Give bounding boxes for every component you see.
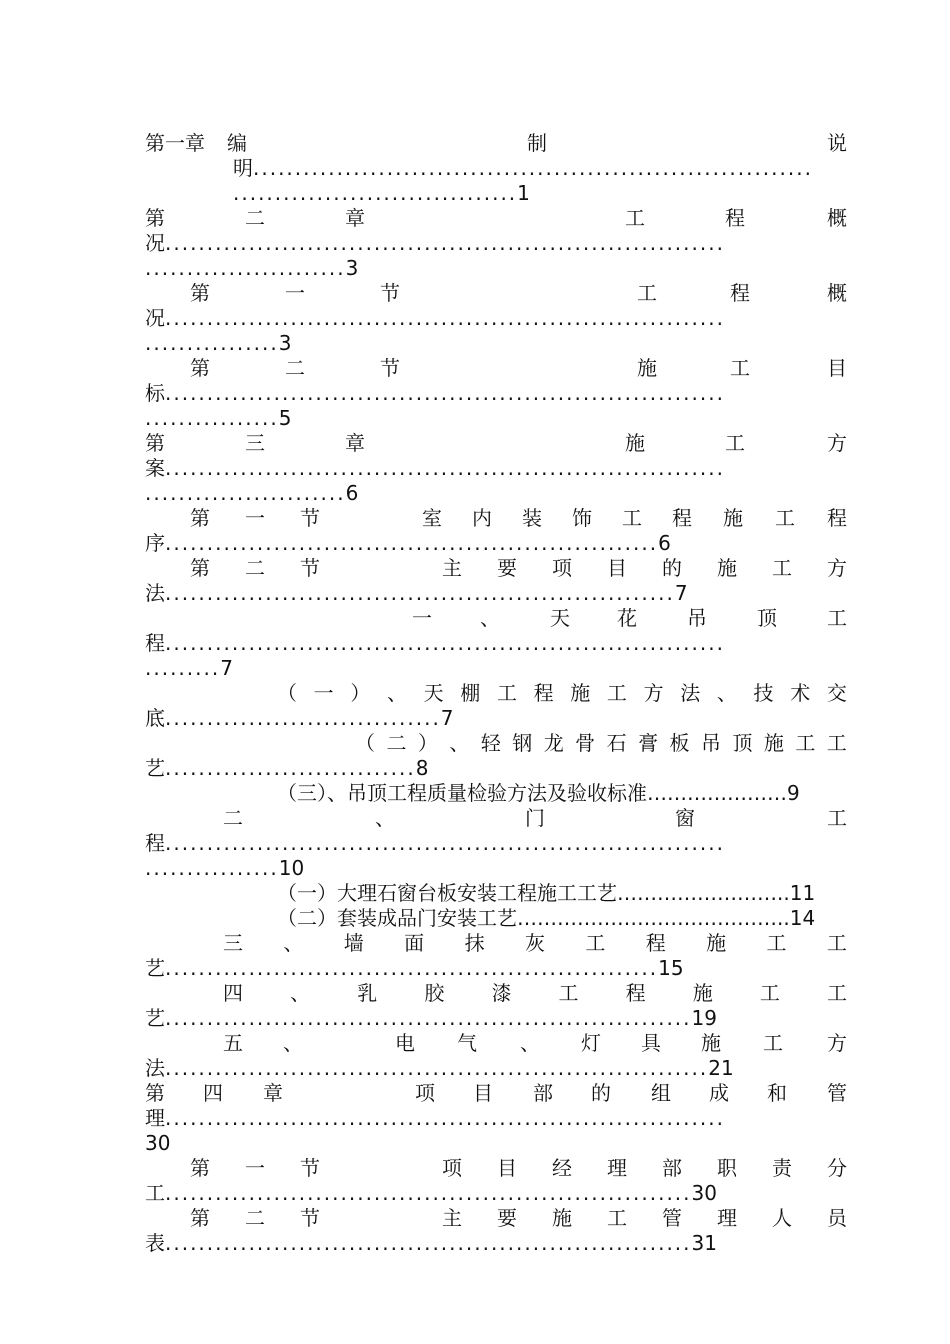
toc-word: 理 [607, 1156, 627, 1180]
toc-word: 节 [380, 281, 400, 305]
toc-word: 节 [300, 506, 320, 530]
toc-page-number: 9 [787, 781, 800, 805]
toc-word: 施 [723, 506, 743, 530]
toc-word: 天 [423, 681, 444, 705]
toc-page-number: 11 [789, 881, 816, 905]
toc-word: 程 [725, 206, 745, 230]
toc-word: 节 [300, 556, 320, 580]
toc-word: 部 [662, 1156, 682, 1180]
toc-leader-dots: ................................................................... [253, 156, 813, 180]
toc-word: 程 [625, 981, 646, 1005]
toc-word: 第一章 [145, 131, 205, 155]
toc-word: 法 [145, 581, 165, 605]
toc-word: 第 [190, 1206, 210, 1230]
toc-word: 三 [245, 431, 265, 455]
toc-word: 术 [790, 681, 811, 705]
toc-continuation-line [145, 1056, 734, 1080]
toc-continuation-line [145, 531, 671, 555]
toc-page-number: 6 [345, 481, 359, 505]
toc-word: 骨 [575, 731, 596, 755]
toc-word: 内 [472, 506, 492, 530]
toc-heading-line [145, 356, 847, 380]
toc-word: 、 [283, 931, 304, 955]
toc-title: （二）套装成品门安装工艺 [277, 906, 517, 930]
toc-heading-line [145, 606, 847, 630]
toc-word: 工 [772, 556, 792, 580]
toc-leader-dots: ................................................................... [165, 456, 725, 480]
toc-word: 施 [692, 981, 713, 1005]
toc-word: （ [355, 731, 375, 755]
toc-word: 施 [625, 431, 645, 455]
toc-word: 况 [145, 306, 165, 330]
toc-word: 章 [345, 206, 365, 230]
toc-word: 工 [607, 1206, 627, 1230]
toc-word: 乳 [357, 981, 378, 1005]
toc-word: （ [277, 681, 297, 705]
toc-word: 吊 [687, 606, 707, 630]
toc-word: 技 [753, 681, 774, 705]
toc-word: 艺 [145, 956, 165, 980]
toc-word: 的 [591, 1081, 611, 1105]
toc-word: 程 [730, 281, 750, 305]
toc-word: 部 [533, 1081, 553, 1105]
toc-word: 、 [449, 731, 470, 755]
toc-word: 章 [263, 1081, 283, 1105]
toc-word: 第 [190, 356, 210, 380]
toc-word: 的 [662, 556, 682, 580]
toc-leader-dots: ........................................................... [165, 956, 659, 980]
toc-leader-dots: ………………… [647, 781, 787, 805]
toc-word: 、 [283, 1031, 303, 1055]
toc-word: 第 [145, 1081, 165, 1105]
toc-word: 二 [223, 806, 243, 830]
toc-title: （一）大理石窗台板安装工程施工工艺 [277, 881, 617, 905]
toc-heading-line [145, 281, 847, 305]
toc-page-number: 14 [789, 906, 816, 930]
toc-heading-line [277, 681, 847, 705]
toc-word: 二 [245, 1206, 265, 1230]
toc-word: 工 [826, 931, 847, 955]
toc-page-number: 19 [691, 1006, 717, 1030]
toc-heading-line [145, 431, 847, 455]
toc-word: 概 [827, 281, 847, 305]
toc-word: 门 [525, 806, 545, 830]
toc-word: 顶 [757, 606, 777, 630]
toc-word: 施 [701, 1031, 721, 1055]
toc-word: 要 [497, 556, 517, 580]
toc-page-number: 30 [145, 1131, 171, 1155]
toc-word: 电 [395, 1031, 415, 1055]
toc-continuation-line [145, 306, 847, 330]
toc-page-line [145, 656, 233, 680]
toc-leader-dots: …………………….. [617, 881, 790, 905]
toc-word: ） [417, 731, 438, 755]
toc-word: 工 [637, 281, 657, 305]
toc-leader-dots: ........................................................... [165, 531, 659, 555]
toc-word: 管 [827, 1081, 847, 1105]
toc-word: 施 [552, 1206, 572, 1230]
toc-word: 经 [552, 1156, 572, 1180]
toc-continuation-line [145, 581, 688, 605]
toc-word: 目 [473, 1081, 493, 1105]
toc-word: 制 [527, 131, 547, 155]
toc-word: 项 [442, 1156, 462, 1180]
toc-word: 编 [227, 131, 247, 155]
toc-heading-line [223, 931, 847, 955]
toc-continuation-line [145, 756, 428, 780]
toc-continuation-line [145, 381, 847, 405]
toc-word: 第 [190, 556, 210, 580]
toc-word: 程 [827, 506, 847, 530]
toc-word: 、 [290, 981, 311, 1005]
toc-word: 天 [550, 606, 570, 630]
toc-page-number: 7 [220, 656, 233, 680]
toc-entry-line [277, 881, 815, 905]
toc-heading-line [145, 506, 847, 530]
toc-leader-dots: ................................................................... [165, 306, 725, 330]
toc-word: 项 [552, 556, 572, 580]
toc-word: 管 [662, 1206, 682, 1230]
toc-word: 第 [190, 1156, 210, 1180]
toc-word: 目 [607, 556, 627, 580]
toc-word: 概 [827, 206, 847, 230]
toc-word: 程 [533, 681, 554, 705]
toc-heading-line [145, 1156, 847, 1180]
toc-word: 二 [245, 556, 265, 580]
toc-word: 要 [497, 1206, 517, 1230]
toc-word: 钢 [512, 731, 533, 755]
toc-heading-line [145, 1031, 847, 1055]
toc-word: 理 [145, 1106, 165, 1130]
toc-leader-dots: ............................................................... [165, 1231, 692, 1255]
toc-word: 窗 [675, 806, 695, 830]
toc-word: 、 [386, 681, 407, 705]
toc-word: 施 [717, 556, 737, 580]
toc-word: 一 [245, 1156, 265, 1180]
toc-leader-dots: ........................ [145, 481, 346, 505]
toc-continuation-line [145, 1231, 717, 1255]
toc-page-number: 10 [278, 856, 305, 880]
toc-word: 工 [145, 1181, 165, 1205]
toc-leader-dots: ................................................................. [165, 1056, 709, 1080]
toc-word: 说 [827, 131, 847, 155]
toc-word: 成 [709, 1081, 729, 1105]
toc-word: 饰 [572, 506, 592, 530]
toc-heading-line [145, 1206, 847, 1230]
toc-word: 、 [520, 1031, 540, 1055]
toc-word: 方 [827, 1031, 847, 1055]
toc-word: 节 [300, 1206, 320, 1230]
toc-word: 节 [380, 356, 400, 380]
toc-word: 、 [480, 606, 500, 630]
toc-word: 工 [766, 931, 787, 955]
toc-heading-line [145, 206, 847, 230]
toc-entry-line [277, 781, 800, 805]
toc-word: 工 [558, 981, 579, 1005]
toc-word: 项 [415, 1081, 435, 1105]
toc-word: 章 [345, 431, 365, 455]
toc-word: 组 [651, 1081, 671, 1105]
toc-leader-dots: ............................................................... [165, 1006, 692, 1030]
toc-continuation-line [145, 631, 847, 655]
toc-leader-dots: ................................................................... [165, 1106, 725, 1130]
toc-word: 法 [680, 681, 701, 705]
toc-word: 工 [759, 981, 780, 1005]
toc-word: 程 [145, 631, 165, 655]
toc-word: 职 [717, 1156, 737, 1180]
toc-word: 节 [300, 1156, 320, 1180]
toc-word: 工 [606, 681, 627, 705]
toc-page-line [145, 256, 358, 280]
toc-word: 标 [145, 381, 165, 405]
toc-word: 工 [730, 356, 750, 380]
toc-leader-dots: ................................................................... [165, 831, 725, 855]
toc-word: 棚 [460, 681, 481, 705]
toc-leader-dots: ................................................................... [165, 631, 725, 655]
toc-word: 方 [643, 681, 664, 705]
toc-page-line [145, 856, 304, 880]
toc-word: 气 [457, 1031, 477, 1055]
toc-page-number: 31 [691, 1231, 717, 1255]
toc-word: 一 [245, 506, 265, 530]
toc-page-number: 15 [658, 956, 684, 980]
toc-word: 工 [496, 681, 517, 705]
toc-word: 五 [223, 1031, 243, 1055]
toc-word: 吊 [700, 731, 721, 755]
toc-word: 具 [641, 1031, 661, 1055]
toc-word: 二 [285, 356, 305, 380]
toc-page-number: 8 [415, 756, 429, 780]
toc-word: 龙 [543, 731, 564, 755]
toc-word: 施 [706, 931, 727, 955]
toc-entry-line [277, 906, 815, 930]
toc-word: 二 [386, 731, 407, 755]
toc-leader-dots: ........................ [145, 256, 346, 280]
toc-word: 分 [827, 1156, 847, 1180]
toc-page-number: 5 [278, 406, 292, 430]
toc-word: 胶 [424, 981, 445, 1005]
toc-word: 艺 [145, 756, 165, 780]
toc-leader-dots: .................................. [233, 181, 518, 205]
toc-word: 工 [775, 506, 795, 530]
toc-leader-dots: ............................................................... [165, 1181, 692, 1205]
toc-leader-dots: ............................................................. [165, 581, 675, 605]
toc-continuation-line [145, 231, 847, 255]
toc-word: 方 [827, 431, 847, 455]
toc-page-number: 1 [517, 181, 530, 205]
toc-continuation-line [145, 456, 847, 480]
toc-word: 工 [827, 806, 847, 830]
toc-continuation-line [145, 1006, 717, 1030]
toc-heading-line [223, 981, 847, 1005]
toc-heading-line [145, 131, 847, 155]
toc-word: 底 [145, 706, 165, 730]
toc-word: 工 [622, 506, 642, 530]
toc-word: 工 [827, 606, 847, 630]
toc-word: 责 [772, 1156, 792, 1180]
toc-word: 工 [625, 206, 645, 230]
toc-page-number: 7 [440, 706, 454, 730]
toc-word: 理 [717, 1206, 737, 1230]
toc-word: 、 [716, 681, 737, 705]
toc-heading-line [145, 556, 847, 580]
toc-word: 员 [827, 1206, 847, 1230]
toc-word: 施 [763, 731, 784, 755]
toc-page-number: 7 [674, 581, 688, 605]
toc-word: 艺 [145, 1006, 165, 1030]
toc-word: 花 [617, 606, 637, 630]
toc-word: 施 [570, 681, 591, 705]
toc-word: 序 [145, 531, 165, 555]
toc-heading-line [145, 806, 847, 830]
toc-continuation-line [233, 156, 847, 180]
toc-title: （三）、吊顶工程质量检验方法及验收标准 [277, 781, 647, 805]
toc-word: 顶 [732, 731, 753, 755]
toc-word: 、 [375, 806, 395, 830]
toc-word: 膏 [638, 731, 659, 755]
toc-page-line [233, 181, 530, 205]
toc-word: 石 [606, 731, 627, 755]
toc-word: 灯 [581, 1031, 601, 1055]
toc-word: 一 [285, 281, 305, 305]
toc-word: 况 [145, 231, 165, 255]
toc-word: 交 [826, 681, 847, 705]
toc-page-line [145, 406, 291, 430]
toc-word: 漆 [491, 981, 512, 1005]
toc-word: 装 [522, 506, 542, 530]
toc-continuation-line [145, 706, 454, 730]
toc-word: 第 [145, 206, 165, 230]
toc-leader-dots: .............................. [165, 756, 416, 780]
toc-leader-dots: ................ [145, 406, 279, 430]
toc-word: 工 [725, 431, 745, 455]
toc-word: 程 [672, 506, 692, 530]
toc-word: 面 [404, 931, 425, 955]
toc-page-number: 30 [691, 1181, 717, 1205]
toc-leader-dots: ................................................................... [165, 231, 725, 255]
toc-word: 第 [190, 506, 210, 530]
toc-word: 和 [767, 1081, 787, 1105]
toc-word: 墙 [343, 931, 364, 955]
toc-word: 轻 [480, 731, 501, 755]
toc-word: 室 [422, 506, 442, 530]
toc-word: 明 [233, 156, 253, 180]
toc-leader-dots: ................ [145, 856, 279, 880]
toc-page-number: 6 [658, 531, 671, 555]
toc-heading-line [145, 1081, 847, 1105]
toc-word: 人 [772, 1206, 792, 1230]
toc-word: 第 [145, 431, 165, 455]
toc-word: 目 [497, 1156, 517, 1180]
toc-page-line [145, 481, 358, 505]
toc-word: 方 [827, 556, 847, 580]
toc-word: 表 [145, 1231, 165, 1255]
toc-leader-dots: ................ [145, 331, 279, 355]
toc-leader-dots: ......... [145, 656, 221, 680]
toc-leader-dots: ................................. [165, 706, 441, 730]
toc-continuation-line [145, 956, 684, 980]
toc-continuation-line [145, 1106, 847, 1130]
toc-leader-dots: ………………………………….. [517, 906, 790, 930]
toc-word: 程 [645, 931, 666, 955]
toc-leader-dots: ................................................................... [165, 381, 725, 405]
toc-word: ） [350, 681, 371, 705]
toc-word: 三 [223, 931, 243, 955]
toc-word: 抹 [464, 931, 485, 955]
toc-word: 主 [442, 1206, 462, 1230]
toc-word: 板 [669, 731, 690, 755]
toc-word: 工 [585, 931, 606, 955]
toc-word: 四 [203, 1081, 223, 1105]
toc-page-number: 3 [345, 256, 359, 280]
toc-word: 案 [145, 456, 165, 480]
toc-word: 程 [145, 831, 165, 855]
toc-word: 主 [442, 556, 462, 580]
toc-word: 工 [795, 731, 816, 755]
toc-word: 二 [245, 206, 265, 230]
toc-word: 施 [637, 356, 657, 380]
toc-word: 工 [826, 981, 847, 1005]
toc-word: 一 [313, 681, 334, 705]
toc-word: 第 [190, 281, 210, 305]
toc-heading-line [355, 731, 847, 755]
toc-word: 一 [412, 606, 432, 630]
toc-word: 目 [827, 356, 847, 380]
toc-word: 工 [826, 731, 847, 755]
toc-page-line [145, 1131, 170, 1155]
toc-page-number: 3 [278, 331, 292, 355]
toc-page-number: 21 [708, 1056, 734, 1080]
toc-continuation-line [145, 1181, 717, 1205]
toc-word: 四 [223, 981, 243, 1005]
toc-word: 工 [763, 1031, 783, 1055]
toc-word: 灰 [524, 931, 545, 955]
toc-word: 法 [145, 1056, 165, 1080]
toc-page-line [145, 331, 291, 355]
toc-continuation-line [145, 831, 847, 855]
